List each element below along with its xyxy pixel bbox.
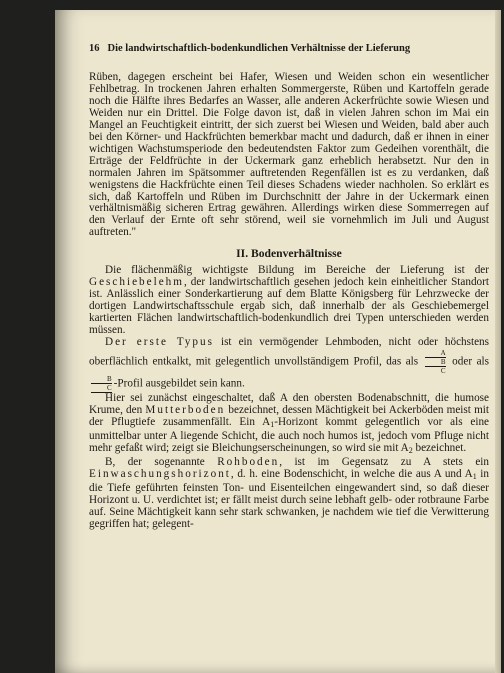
subscript: 1 <box>270 419 275 429</box>
text-span: , der landwirtschaftlich gesehen jedoch kein einheitlicher Standort ist. Anlässlich einer Sonderkartierung auf dem Blatte Königsberg für Lehrzwecke der dortigen Landwirtschaftsschule ergab sich, daß innerhalb der als Geschiebemergel kartierten Flächen landwirtschaftlich-bodenkundlich drei Typen unterschieden werden müssen. <box>89 276 489 337</box>
running-title: Die landwirtschaftlich-bodenkundlichen Verhältnisse der Lieferung <box>107 43 411 54</box>
spaced-term: Mutterboden <box>145 403 226 416</box>
text-span: Die flächenmäßig wichtigste Bildung im Bereiche der Lieferung ist der <box>105 264 489 277</box>
text-span: oder als <box>447 355 489 368</box>
fraction-top: B <box>107 374 112 383</box>
spaced-term: Der erste Typus <box>105 336 214 349</box>
spaced-term: Rohboden <box>217 455 280 468</box>
text-span: Hier sei zunächst eingeschaltet, daß A den obersten Bodenabschnitt, die humose Krume, den <box>89 391 489 416</box>
text-span: , ist im Gegensatz zu A stets ein <box>279 455 490 468</box>
paragraph <box>89 265 489 337</box>
book-page <box>55 10 501 673</box>
page-number: 16 <box>89 43 100 54</box>
text-span: B, der sogenannte <box>105 455 218 468</box>
text-span: in die Tiefe geführten feinsten Ton- und Eisenteilchen eingewandert sind, so daß dieser Horizont u. U. verdichtet ist; er fällt meist durch seine lebhaft gelb- oder rotbraune Farbe auf. Seine Mächtigkeit kann sehr stark schwanken, je nachdem wie tief die Verwitterung gegriffen hat; gelegent- <box>89 467 490 530</box>
subscript: 2 <box>408 445 413 455</box>
spaced-term: Geschiebelehm <box>89 276 184 289</box>
text-span: , d. h. eine Bodenschicht, in welche die aus A und A <box>230 467 473 480</box>
page-edge <box>495 10 501 673</box>
fraction-top: A <box>440 348 446 357</box>
spaced-term: Einwaschungshorizont <box>89 467 231 480</box>
fraction-middle: B <box>425 357 446 367</box>
text-span: bezeichnet, dessen Mächtigkeit bei Ackerböden meist mit der Pflugtiefe zusammenfällt. Ein A <box>89 403 489 428</box>
subscript: 1 <box>472 471 477 481</box>
page-body <box>89 72 489 530</box>
profile-fraction-abc <box>425 349 446 375</box>
fraction-bottom: C <box>440 366 446 375</box>
paragraph <box>89 337 489 393</box>
section-heading: II. Bodenverhältnisse <box>236 247 342 261</box>
text-span: bezeichnet. <box>412 441 467 454</box>
paragraph <box>89 457 489 531</box>
running-header <box>89 43 410 54</box>
text-span: -Profil ausgebildet sein kann. <box>113 377 245 390</box>
text-span: -Horizont kommt gelegentlich vor als eine unmittelbar unter A liegende Schicht, die auch noch humos ist, jedoch vom Pfluge nicht mehr gefaßt wird; zeigt sie Bleichungserscheinungen, so wird sie mit A <box>89 415 489 454</box>
paragraph: Rüben, dagegen erscheint bei Hafer, Wiesen und Weiden schon ein wesentlicher Fehlbetrag. In trockenen Jahren erhalten Sommergerste, Rüben und Kartoffeln gerade noch die Hälfte ihres Bedarfes an Wasser, alle anderen Ackerfrüchte sowie Wiesen und Weiden nur ein Drittel. Die Folge davon ist, daß in vielen Jahren schon im Mai ein Mangel an Feuchtigkeit eintritt, der sich zuerst bei Wiesen und Weiden, bald aber auch bei den Körner- und Hackfrüchten bemerkbar macht und dadurch, daß er ihnen in einer wichtigen Wachstumsperiode den bedeutendsten Faktor zum Gedeihen vorenthält, die Erträge der Feldfrüchte in der Uckermark ganz erheblich herabsetzt. Nur den in normalen Jahren im Spätsommer auftretenden Regenfällen ist es zu verdanken, daß wenigstens die Hackfrüchte einen Teil dieses Schadens wieder nachholen. So erklärt es sich, daß Kartoffeln und Rüben im Durchschnitt der Jahre in der Uckermark einen verhältnismäßig sicheren Ertrag gewähren. Allerdings wirken diese Sommerregen auf den Verlauf der Ernte oft sehr störend, weil sie vornehmlich im Juli und August auftreten." <box>89 71 489 239</box>
text-span: ist ein vermögender Lehmboden, nicht oder höchstens oberflächlich entkalkt, mit gelegentlich unvollständigem Profil, das als <box>89 336 490 368</box>
fraction-bottom: C <box>91 383 112 393</box>
paragraph <box>89 393 489 457</box>
profile-fraction-bc <box>91 375 112 393</box>
